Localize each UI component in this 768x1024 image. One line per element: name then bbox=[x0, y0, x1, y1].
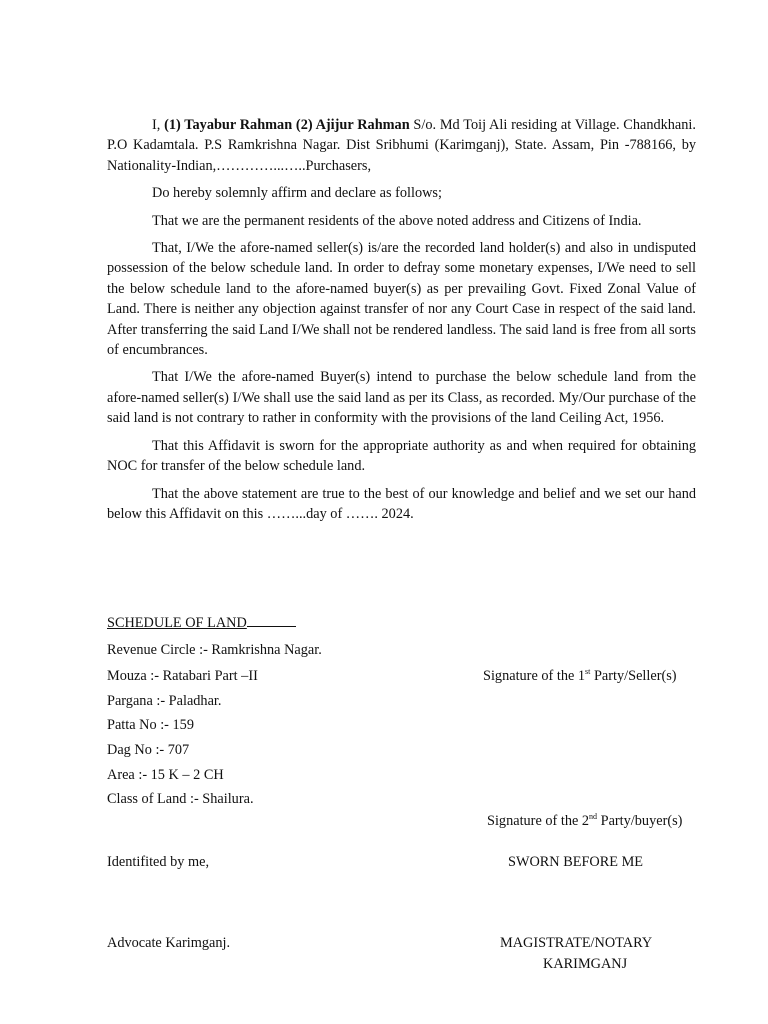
deponent-names: (1) Tayabur Rahman (2) Ajijur Rahman bbox=[164, 117, 410, 133]
class-of-land: Class of Land :- Shailura. bbox=[107, 791, 254, 807]
patta-no: Patta No :- 159 bbox=[107, 717, 194, 733]
identified-by: Identifited by me, bbox=[107, 854, 210, 870]
magistrate-place: KARIMGANJ bbox=[543, 956, 628, 972]
seller-sig-sup: st bbox=[585, 667, 591, 677]
schedule-title bbox=[107, 612, 296, 633]
sworn-paragraph: That this Affidavit is sworn for the appropriate authority as and when required for obtaining NOC for transfer of the below schedule land. bbox=[107, 437, 696, 475]
sworn-before: SWORN BEFORE ME bbox=[508, 854, 644, 870]
intro-paragraph bbox=[107, 115, 696, 176]
declare-paragraph: Do hereby solemnly affirm and declare as follows; bbox=[152, 185, 442, 202]
affidavit-body bbox=[107, 115, 696, 531]
buyer-signature-label bbox=[487, 811, 682, 831]
buyer-sig-sup: nd bbox=[589, 812, 598, 822]
truth-paragraph: That the above statement are true to the best of our knowledge and belief and we set our hand below this Affidavit on this ……...day of ……. 2024. bbox=[107, 485, 696, 522]
magistrate-label: MAGISTRATE/NOTARY bbox=[500, 935, 653, 951]
area: Area :- 15 K – 2 CH bbox=[107, 767, 224, 783]
seller-sig-suffix: Party/Seller(s) bbox=[590, 668, 677, 684]
residents-paragraph: That we are the permanent residents of the above noted address and Citizens of India. bbox=[152, 212, 642, 229]
title-underline bbox=[247, 612, 296, 627]
intro-prefix: I, bbox=[152, 117, 165, 133]
intro-rest: S/o. Md Toij Ali residing at Village. Chandkhani. P.O Kadamtala. P.S Ramkrishna Nagar. Dist Sribhumi (Karimganj), State. Assam, Pin -788166, by Nationality-Indian,…………...…..Purchasers, bbox=[107, 117, 696, 174]
mouza: Mouza :- Ratabari Part –II bbox=[107, 668, 258, 684]
dag-no: Dag No :- 707 bbox=[107, 742, 190, 758]
buyer-sig-suffix: Party/buyer(s) bbox=[597, 813, 683, 829]
seller-paragraph: That, I/We the afore-named seller(s) is/are the recorded land holder(s) and also in undisputed possession of the below schedule land. In order to defray some monetary expenses, I/We need to sell the below schedule land to the afore-named buyer(s) as per prevailing Govt. Fixed Zonal Value of Land. There is neither any objection against transfer of nor any Court Case in respect of the said land. After transferring the said Land I/We shall not be rendered landless. The said land is free from all sorts of encumbrances. bbox=[107, 240, 696, 359]
pargana: Pargana :- Paladhar. bbox=[107, 693, 222, 709]
revenue-circle: Revenue Circle :- Ramkrishna Nagar. bbox=[107, 642, 322, 658]
schedule-title-text: SCHEDULE OF LAND bbox=[107, 615, 247, 631]
seller-signature-label bbox=[483, 666, 677, 686]
seller-sig-prefix: Signature of the 1 bbox=[483, 668, 586, 684]
buyer-sig-prefix: Signature of the 2 bbox=[487, 813, 590, 829]
buyer-paragraph: That I/We the afore-named Buyer(s) intend to purchase the below schedule land from the afore-named seller(s) I/We shall use the said land as per its Class, as recorded. My/Our purchase of the said land is not contrary to rather in conformity with the provisions of the land Ceiling Act, 1956. bbox=[107, 369, 696, 427]
advocate-label: Advocate Karimganj. bbox=[107, 935, 231, 951]
